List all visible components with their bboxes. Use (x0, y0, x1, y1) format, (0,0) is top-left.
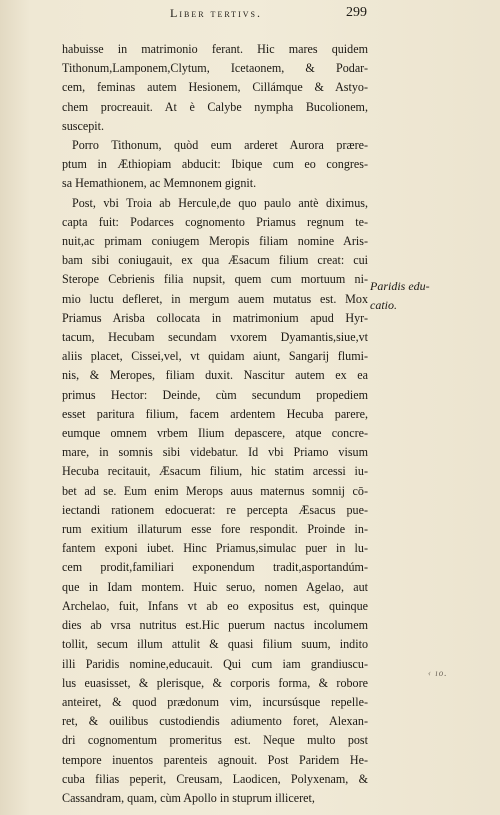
text-line: primus Hector: Deinde, cùm secundum propediem (62, 387, 368, 402)
marginal-note-line: Paridis edu- (370, 279, 430, 293)
text-line: dri cognomentum promeritus est. Neque multo post (62, 733, 368, 748)
paragraph (62, 194, 368, 809)
text-line: illi Paridis nomine,educauit. Qui cum iam grandiuscu- (62, 656, 368, 671)
text-line: lus euasisset, & plerisque, & corporis forma, & robore (62, 675, 368, 690)
text-line: bet ad se. Eum enim Merops auus maternus somnij cō- (62, 483, 368, 498)
paragraph (62, 40, 368, 136)
text-line: nuit,ac primam coniugem Meropis filiam nomine Aris- (62, 234, 368, 249)
text-line: aliis placet, Cissei,vel, vt quidam aiunt, Sangarij flumi- (62, 349, 368, 364)
text-line: Tithonum,Lamponem,Clytum, Icetaonem, & Podar- (62, 61, 368, 76)
text-line: ptum in Æthiopiam abducit: Ibique cum eo congres- (62, 157, 368, 172)
text-line: Hecuba recitauit, Æsacum filium, hic statim arcessi iu- (62, 464, 368, 479)
text-line: cem prodit,familiari exponendum tradit,asportandúm- (62, 560, 368, 575)
text-line: esset paritura filium, facem ardentem Hecuba parere, (62, 406, 368, 421)
text-line: bam sibi coniugauit, ex qua Æsacum filium creat: cui (62, 253, 368, 268)
text-line: dies ab vrsa nutritus est.Hic puerum nactus incolumem (62, 618, 368, 633)
text-line: nis, & Meropes, filiam duxit. Nascitur autem ex ea (62, 368, 368, 383)
text-line: tollit, secum illum attulit & quasi filium suum, indito (62, 637, 368, 652)
text-line: tacum, Hecubam secundam vxorem Dyamantis,siue,vt (62, 330, 368, 345)
body-text (62, 40, 368, 808)
text-line: Priamus Arisba collocata in matrimonium apud Hyr- (62, 310, 368, 325)
page-number: 299 (346, 5, 367, 20)
text-line: mare, in somnis sibi videbatur. Id vbi Priamo visum (62, 445, 368, 460)
text-line: Cassandram, quam, cùm Apollo in stuprum illiceret, (62, 790, 315, 805)
paragraph (62, 136, 368, 194)
text-line: sa Hemathionem, ac Memnonem gignit. (62, 176, 257, 191)
text-line: Post, vbi Troia ab Hercule,de quo paulo antè diximus, (72, 195, 368, 210)
text-line: mio luctu defleret, in mergum auem mutatus est. Mox (62, 291, 368, 306)
text-line: suscepit. (62, 118, 104, 133)
running-head-title: Liber tertivs. (170, 6, 262, 20)
marginal-note (370, 277, 470, 315)
text-line: tempore inuentos parenteis agnouit. Post Paridem He- (62, 752, 368, 767)
text-line: que in Idam montem. Huic seruo, nomen Agelao, aut (62, 579, 368, 594)
text-line: habuisse in matrimonio ferant. Hic mares quidem (62, 42, 368, 56)
running-head (0, 4, 500, 26)
text-line: eumque omnem vrbem Ilium depascere, atque concre- (62, 426, 368, 441)
text-line: cem, feminas autem Hesionem, Cillámque & Astyo- (62, 80, 368, 95)
text-line: anteiret, & quod prædonum vim, incursúsque repelle- (62, 694, 368, 709)
text-line: capta fuit: Podarces cognomento Priamus regnum te- (62, 214, 368, 229)
marginal-note-line: catio. (370, 298, 397, 312)
stray-ink-mark: ‹ ıo. (428, 668, 448, 678)
text-line: Sterope Cebrienis filia nupsit, quem cum mortuum ni- (62, 272, 368, 287)
text-line: rum exitium illaturum esse fore respondit. Proinde in- (62, 522, 368, 537)
text-line: fantem exponi iubet. Hinc Priamus,simulac puer in lu- (62, 541, 368, 556)
text-line: chem procreauit. At è Calybe nympha Bucolionem, (62, 99, 368, 114)
text-line: ret, & ouilibus custodiendis adiumento foret, Alexan- (62, 714, 368, 729)
text-line: Porro Tithonum, quòd eum arderet Aurora prære- (72, 138, 368, 153)
text-line: Archelao, fuit, Infans vt ab eo expositus est, quinque (62, 598, 368, 613)
text-line: cuba filias peperit, Creusam, Laodicen, Polyxenam, & (62, 771, 368, 786)
text-line: iectandi rationem edocuerat: re percepta Æsacus pue- (62, 502, 368, 517)
